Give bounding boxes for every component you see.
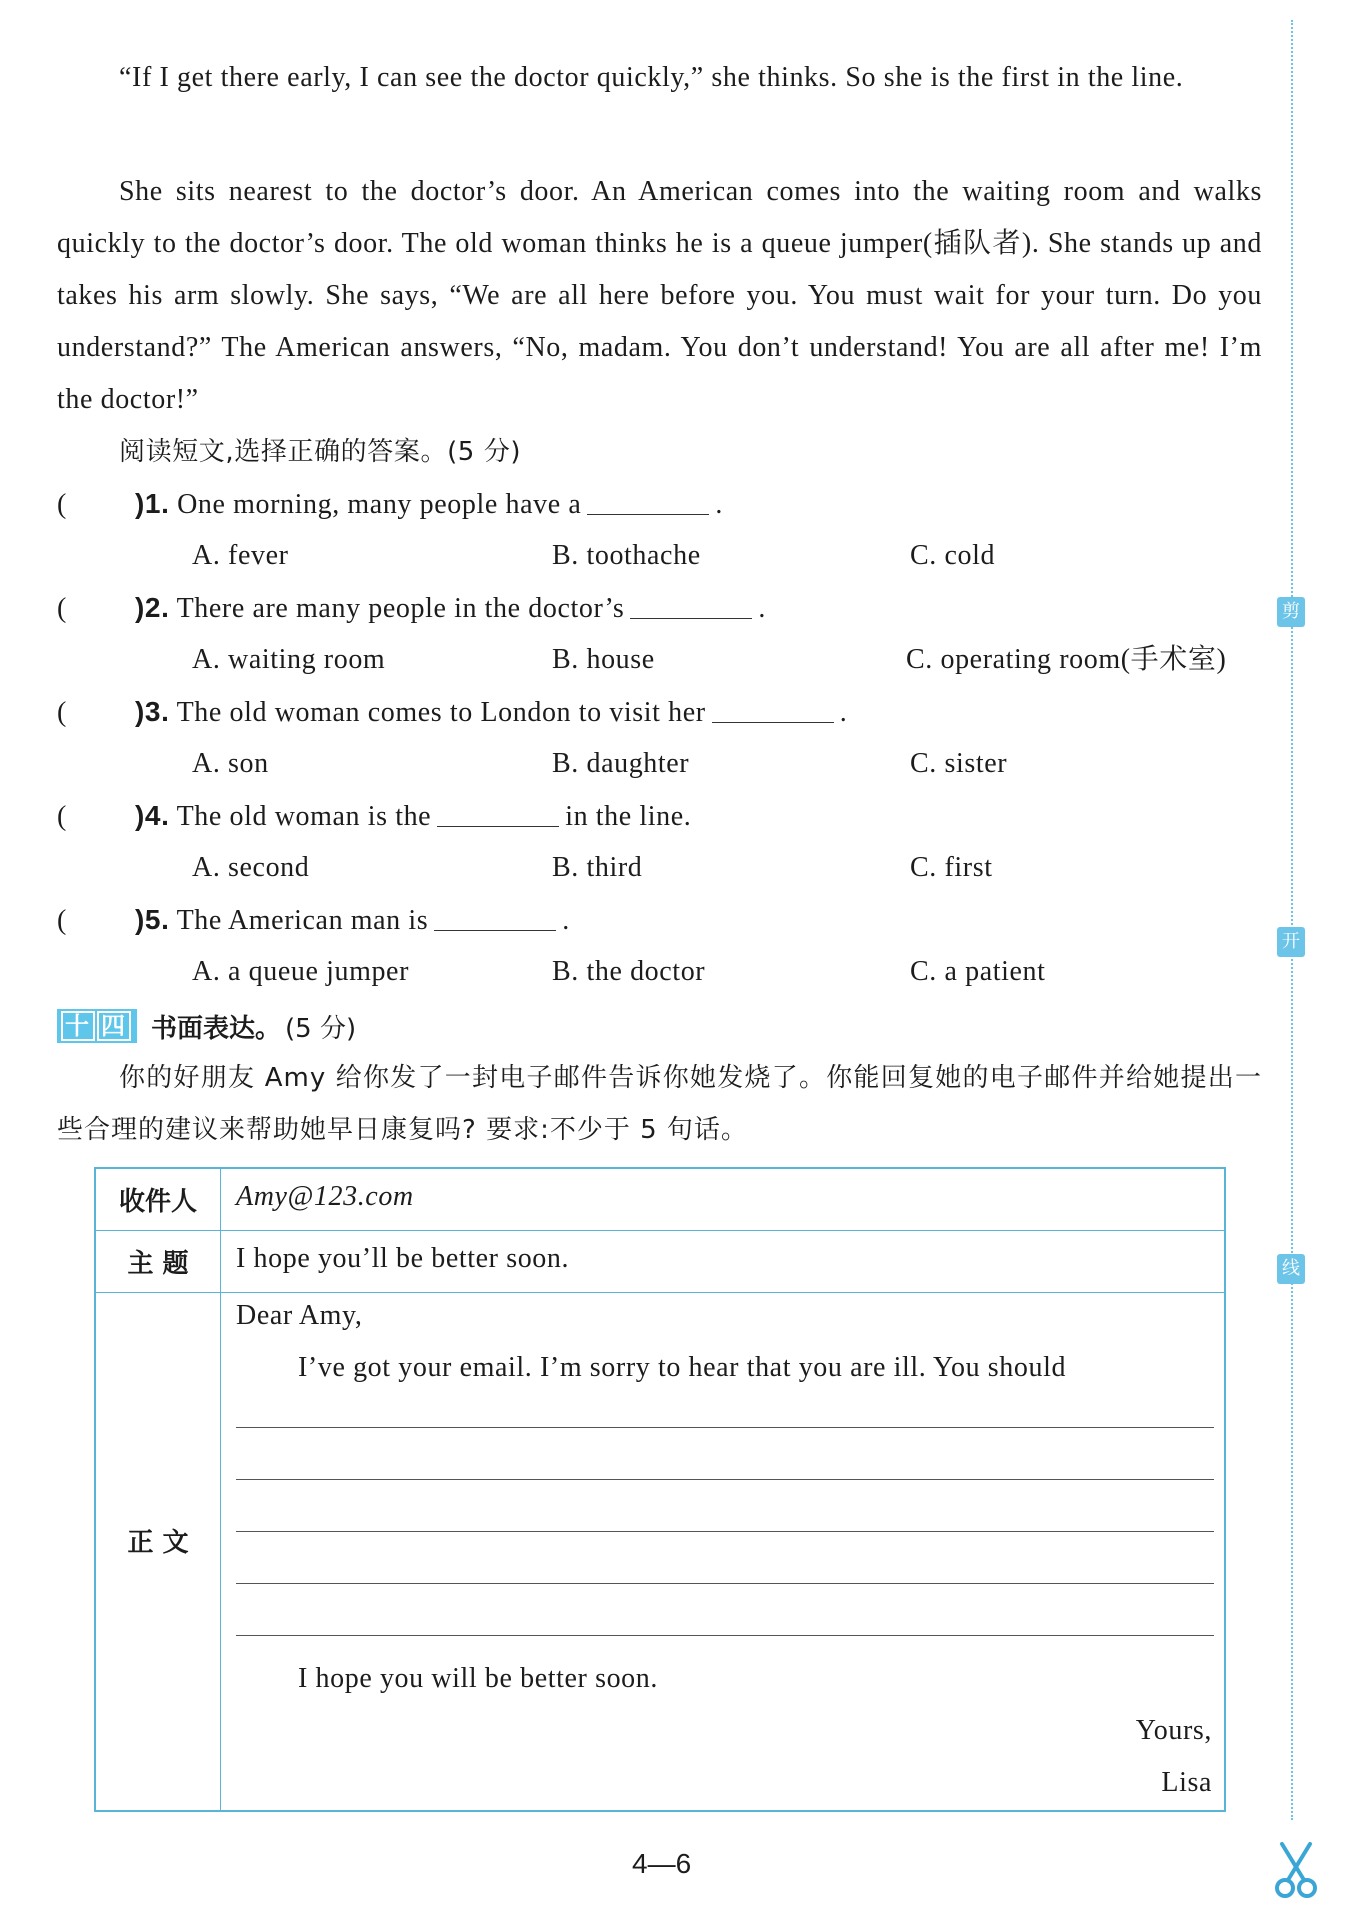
question-text-end: . [715, 489, 723, 520]
question-4 [57, 796, 691, 837]
body-label: 正 文 [127, 1528, 189, 1558]
email-signoff: Yours, [1135, 1715, 1212, 1746]
cut-tag: 线 [1277, 1254, 1305, 1284]
writing-line[interactable] [236, 1427, 1214, 1428]
question-3 [57, 692, 847, 733]
question-number: )3. [135, 696, 170, 727]
answer-paren: ( [57, 697, 67, 728]
option-b: B. the doctor [552, 956, 706, 987]
question-text-end: . [839, 697, 848, 728]
answer-blank[interactable] [587, 484, 709, 515]
answer-paren: ( [57, 489, 67, 520]
option-a: A. a queue jumper [192, 956, 410, 987]
question-1 [57, 484, 723, 525]
answer-paren: ( [57, 801, 67, 832]
answer-paren: ( [57, 905, 67, 936]
to-value: Amy@123.com [236, 1181, 414, 1212]
option-b: B. third [552, 852, 643, 883]
email-form [94, 1167, 1226, 1812]
cut-tag: 剪 [1277, 597, 1305, 627]
cut-tag: 开 [1277, 927, 1305, 957]
question-number: )5. [135, 904, 170, 935]
question-text: One morning, many people have a [177, 489, 582, 520]
email-signature: Lisa [1161, 1767, 1212, 1798]
option-a: A. second [192, 852, 310, 883]
answer-blank[interactable] [712, 692, 834, 723]
cut-line [1291, 20, 1293, 1820]
question-number: )2. [135, 592, 170, 623]
question-text: The old woman comes to London to visit her [176, 697, 706, 728]
option-c: C. cold [910, 540, 996, 571]
subject-label: 主 题 [127, 1249, 189, 1279]
passage-paragraph-1: “If I get there early, I can see the doctor quickly,” she thinks. So she is the first in the line. [119, 62, 1184, 93]
question-number: )4. [135, 800, 170, 831]
option-c: C. first [910, 852, 993, 883]
question-number: )1. [135, 488, 170, 519]
writing-prompt: 你的好朋友 Amy 给你发了一封电子邮件告诉你她发烧了。你能回复她的电子邮件并给她提出一些合理的建议来帮助她早日康复吗? 要求:不少于 5 句话。 [57, 1063, 1262, 1145]
email-closing: I hope you will be better soon. [298, 1663, 658, 1694]
option-b: B. toothache [552, 540, 701, 571]
question-2 [57, 588, 766, 629]
section-number-badge [57, 1009, 137, 1043]
badge-char-2: 四 [97, 1011, 131, 1041]
answer-paren: ( [57, 593, 67, 624]
writing-line[interactable] [236, 1479, 1214, 1480]
option-b: B. daughter [552, 748, 690, 779]
reading-instructions: 阅读短文,选择正确的答案。(5 分) [119, 437, 522, 467]
email-opening: I’ve got your email. I’m sorry to hear that you are ill. You should [298, 1352, 1067, 1383]
column-divider [220, 1169, 221, 1810]
section-14-header [57, 1006, 356, 1046]
page-number: 4—6 [632, 1848, 692, 1879]
option-a: A. fever [192, 540, 289, 571]
section-title: 书面表达。 [151, 1013, 282, 1044]
option-c: C. a patient [910, 956, 1046, 987]
question-text: The American man is [176, 905, 429, 936]
question-text-end: . [562, 905, 570, 936]
scissors-icon [1272, 1840, 1320, 1900]
question-text: There are many people in the doctor’s [176, 593, 625, 624]
passage-paragraph-2: She sits nearest to the doctor’s door. An American comes into the waiting room and walks quickly to the doctor’s door. The old woman thinks he is a queue jumper(插队者). She stands up and takes his arm slowly. She says, “We are all here before you. You must wait for your turn. Do you understand?” The American answers, “No, madam. You don’t understand! You are all after me! I’m the doctor!” [57, 176, 1262, 415]
question-text-end: in the line. [565, 801, 692, 832]
answer-blank[interactable] [630, 588, 752, 619]
option-c: C. operating room(手术室) [906, 644, 1227, 675]
answer-blank[interactable] [437, 796, 559, 827]
writing-line[interactable] [236, 1635, 1214, 1636]
to-label: 收件人 [118, 1187, 197, 1217]
question-text: The old woman is the [176, 801, 432, 832]
option-a: A. son [192, 748, 269, 779]
email-greeting: Dear Amy, [236, 1300, 363, 1331]
option-a: A. waiting room [192, 644, 386, 675]
row-divider [96, 1292, 1224, 1293]
answer-blank[interactable] [434, 900, 556, 931]
writing-line[interactable] [236, 1531, 1214, 1532]
option-c: C. sister [910, 748, 1008, 779]
badge-char-1: 十 [61, 1011, 95, 1041]
row-divider [96, 1230, 1224, 1231]
section-score: (5 分) [285, 1013, 357, 1044]
question-5 [57, 900, 570, 941]
question-text-end: . [758, 593, 766, 624]
writing-line[interactable] [236, 1583, 1214, 1584]
subject-value: I hope you’ll be better soon. [236, 1243, 570, 1274]
option-b: B. house [552, 644, 655, 675]
